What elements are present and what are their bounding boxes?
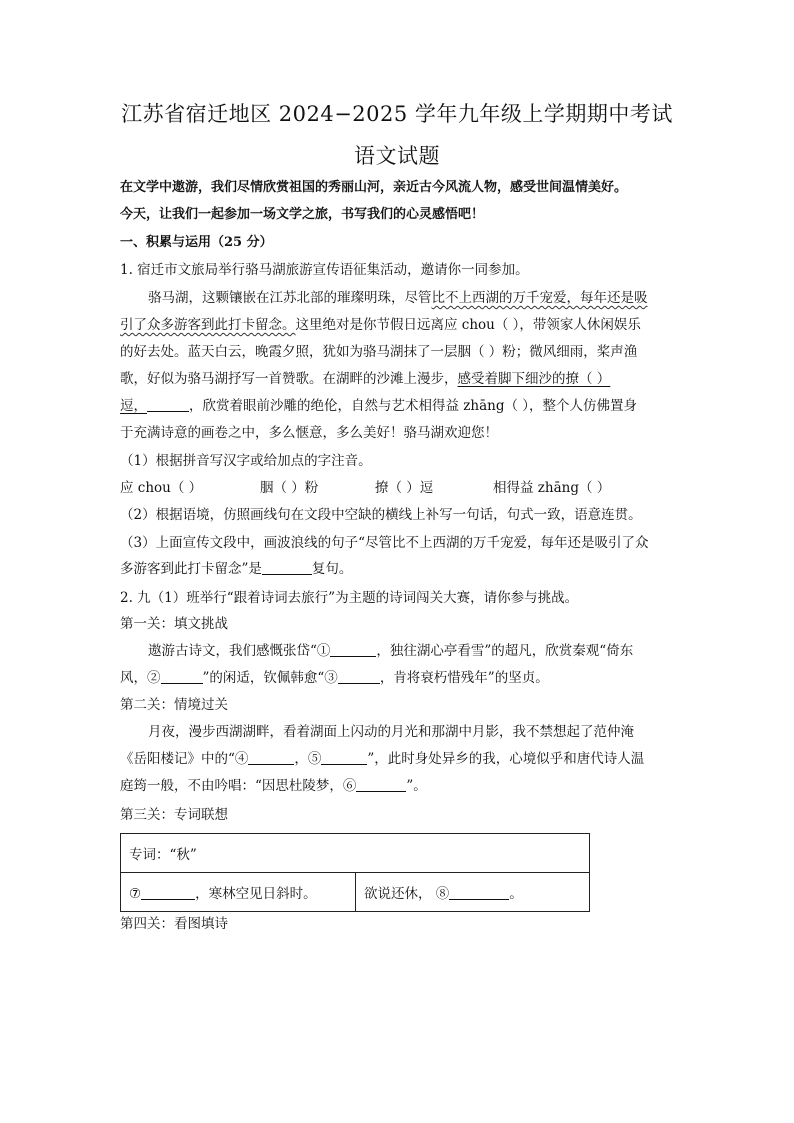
level-1-line-1 [148, 641, 680, 661]
answer-blank-8[interactable] [449, 885, 509, 900]
intro-line-1: 在文学中遨游，我们尽情欣赏祖国的秀丽山河，亲近古今风流人物，感受世间温情美好。 [120, 180, 628, 195]
question-1-stem: 1. 宿迁市文旅局举行骆马湖旅游宣传语征集活动，邀请你一同参加。 [120, 262, 529, 278]
sub-question-1: （1）根据拼音写汉字或给加点的字注音。 [120, 453, 372, 469]
answer-blank[interactable] [262, 560, 312, 575]
passage-text: 歌，好似为骆马湖抒写一首赞歌。在湖畔的沙滩上漫步， [120, 371, 458, 387]
pinyin-item[interactable]: 撩（ ）逗 [375, 480, 434, 496]
level-4-heading: 第四关：看图填诗 [120, 916, 228, 932]
table-cell-8 [356, 873, 590, 912]
question-text: 欲说还休， ⑧ [364, 886, 450, 902]
question-text: 。 [509, 886, 523, 902]
pinyin-item[interactable]: 相得益 zhāng（ ） [493, 480, 611, 496]
passage-line-2 [120, 315, 680, 335]
passage-text: ，欣赏着眼前沙雕的绝伦，自然与艺术相得益 zhāng（ ），整个人仿佛置身 [189, 398, 638, 414]
question-text: 多游客到此打卡留念”是 [120, 561, 262, 577]
level-2-line-2 [120, 749, 680, 769]
pinyin-item[interactable]: 应 chou（ ） [120, 480, 203, 496]
question-2-stem: 2. 九（1）班举行“跟着诗词去旅行”为主题的诗词闯关大赛，请你参与挑战。 [120, 590, 579, 606]
question-text: 《岳阳楼记》中的“④ [120, 751, 249, 767]
passage-line-1 [148, 288, 680, 308]
level-2-line-1: 月夜，漫步西湖湖畔，看着湖面上闪动的月光和那湖中月影，我不禁想起了范仲淹 [148, 724, 634, 740]
question-text: ”，此时身处异乡的我，心境似乎和唐代诗人温 [367, 751, 645, 767]
answer-blank-6[interactable] [356, 777, 406, 792]
question-text: ”的闲适，钦佩韩愈“③ [202, 670, 338, 686]
section-heading: 一、积累与运用（25 分） [120, 235, 273, 250]
question-text: ⑦ [129, 886, 142, 902]
question-text: 遨游古诗文，我们感慨张岱“① [148, 643, 331, 659]
level-2-line-3 [120, 776, 680, 796]
passage-text: 这里绝对是你节假日远离应 chou（ ），带领家人休闲娱乐 [295, 317, 641, 333]
answer-blank-3[interactable] [338, 669, 380, 684]
pinyin-item[interactable]: 胭（ ）粉 [260, 480, 319, 496]
wavy-underlined-sentence: 引了众多游客到此打卡留念。 [120, 317, 296, 333]
underlined-sentence: 感受着脚下细沙的撩（ ） [457, 371, 611, 387]
answer-blank-7[interactable] [141, 885, 195, 900]
sub-question-3: （3）上面宣传文段中，画波浪线的句子“尽管比不上西湖的万千宠爱，每年还是吸引了众 [120, 535, 649, 551]
answer-blank-1[interactable] [330, 642, 376, 657]
question-text: ，独往湖心亭看雪”的超凡，欣赏秦观“倚东 [376, 643, 634, 659]
level-1-heading: 第一关：填文挑战 [120, 616, 228, 632]
question-text: 复句。 [311, 561, 353, 577]
table-cell-7 [121, 873, 356, 912]
passage-text: 骆马湖，这颗镶嵌在江苏北部的璀璨明珠，尽管 [148, 290, 432, 306]
sub-question-2: （2）根据语境，仿照画线句在文段中空缺的横线上补写一句话，句式一致，语意连贯。 [120, 507, 642, 523]
question-text: 庭筠一般，不由吟唱：“因思杜陵梦，⑥ [120, 778, 357, 794]
answer-blank-2[interactable] [161, 669, 203, 684]
wavy-underlined-sentence: 比不上西湖的万千宠爱，每年还是吸 [431, 290, 648, 306]
exam-title: 江苏省宿迁地区 2024−2025 学年九年级上学期期中考试 [121, 102, 673, 126]
level-1-line-2 [120, 668, 680, 688]
answer-blank-4[interactable] [248, 750, 294, 765]
passage-line-3: 的好去处。蓝天白云，晚霞夕照，犹如为骆马湖抹了一层胭（ ）粉；微风细雨，桨声渔 [120, 344, 638, 360]
passage-line-5 [120, 396, 680, 416]
question-text: ，寒林空见日斜时。 [195, 886, 317, 902]
level-2-heading: 第二关：情境过关 [120, 697, 228, 713]
answer-blank-5[interactable] [321, 750, 367, 765]
table-header-cell: 专词：“秋” [121, 834, 590, 873]
question-text: ，肯将衰朽惜残年”的坚贞。 [379, 670, 549, 686]
autumn-word-table [120, 833, 590, 912]
passage-line-4 [120, 369, 680, 389]
answer-blank[interactable] [147, 397, 189, 412]
exam-subtitle: 语文试题 [354, 144, 440, 168]
underlined-sentence: 逗， [120, 398, 147, 414]
sub-question-1-items [120, 478, 680, 498]
sub-question-3-cont [120, 559, 680, 579]
intro-line-2: 今天，让我们一起参加一场文学之旅，书写我们的心灵感悟吧！ [120, 207, 485, 222]
question-text: 风，② [120, 670, 161, 686]
question-text: ”。 [406, 778, 427, 794]
level-3-heading: 第三关：专词联想 [120, 807, 228, 823]
passage-line-6: 于充满诗意的画卷之中，多么惬意，多么美好！骆马湖欢迎您！ [120, 425, 498, 441]
question-text: ，⑤ [294, 751, 322, 767]
